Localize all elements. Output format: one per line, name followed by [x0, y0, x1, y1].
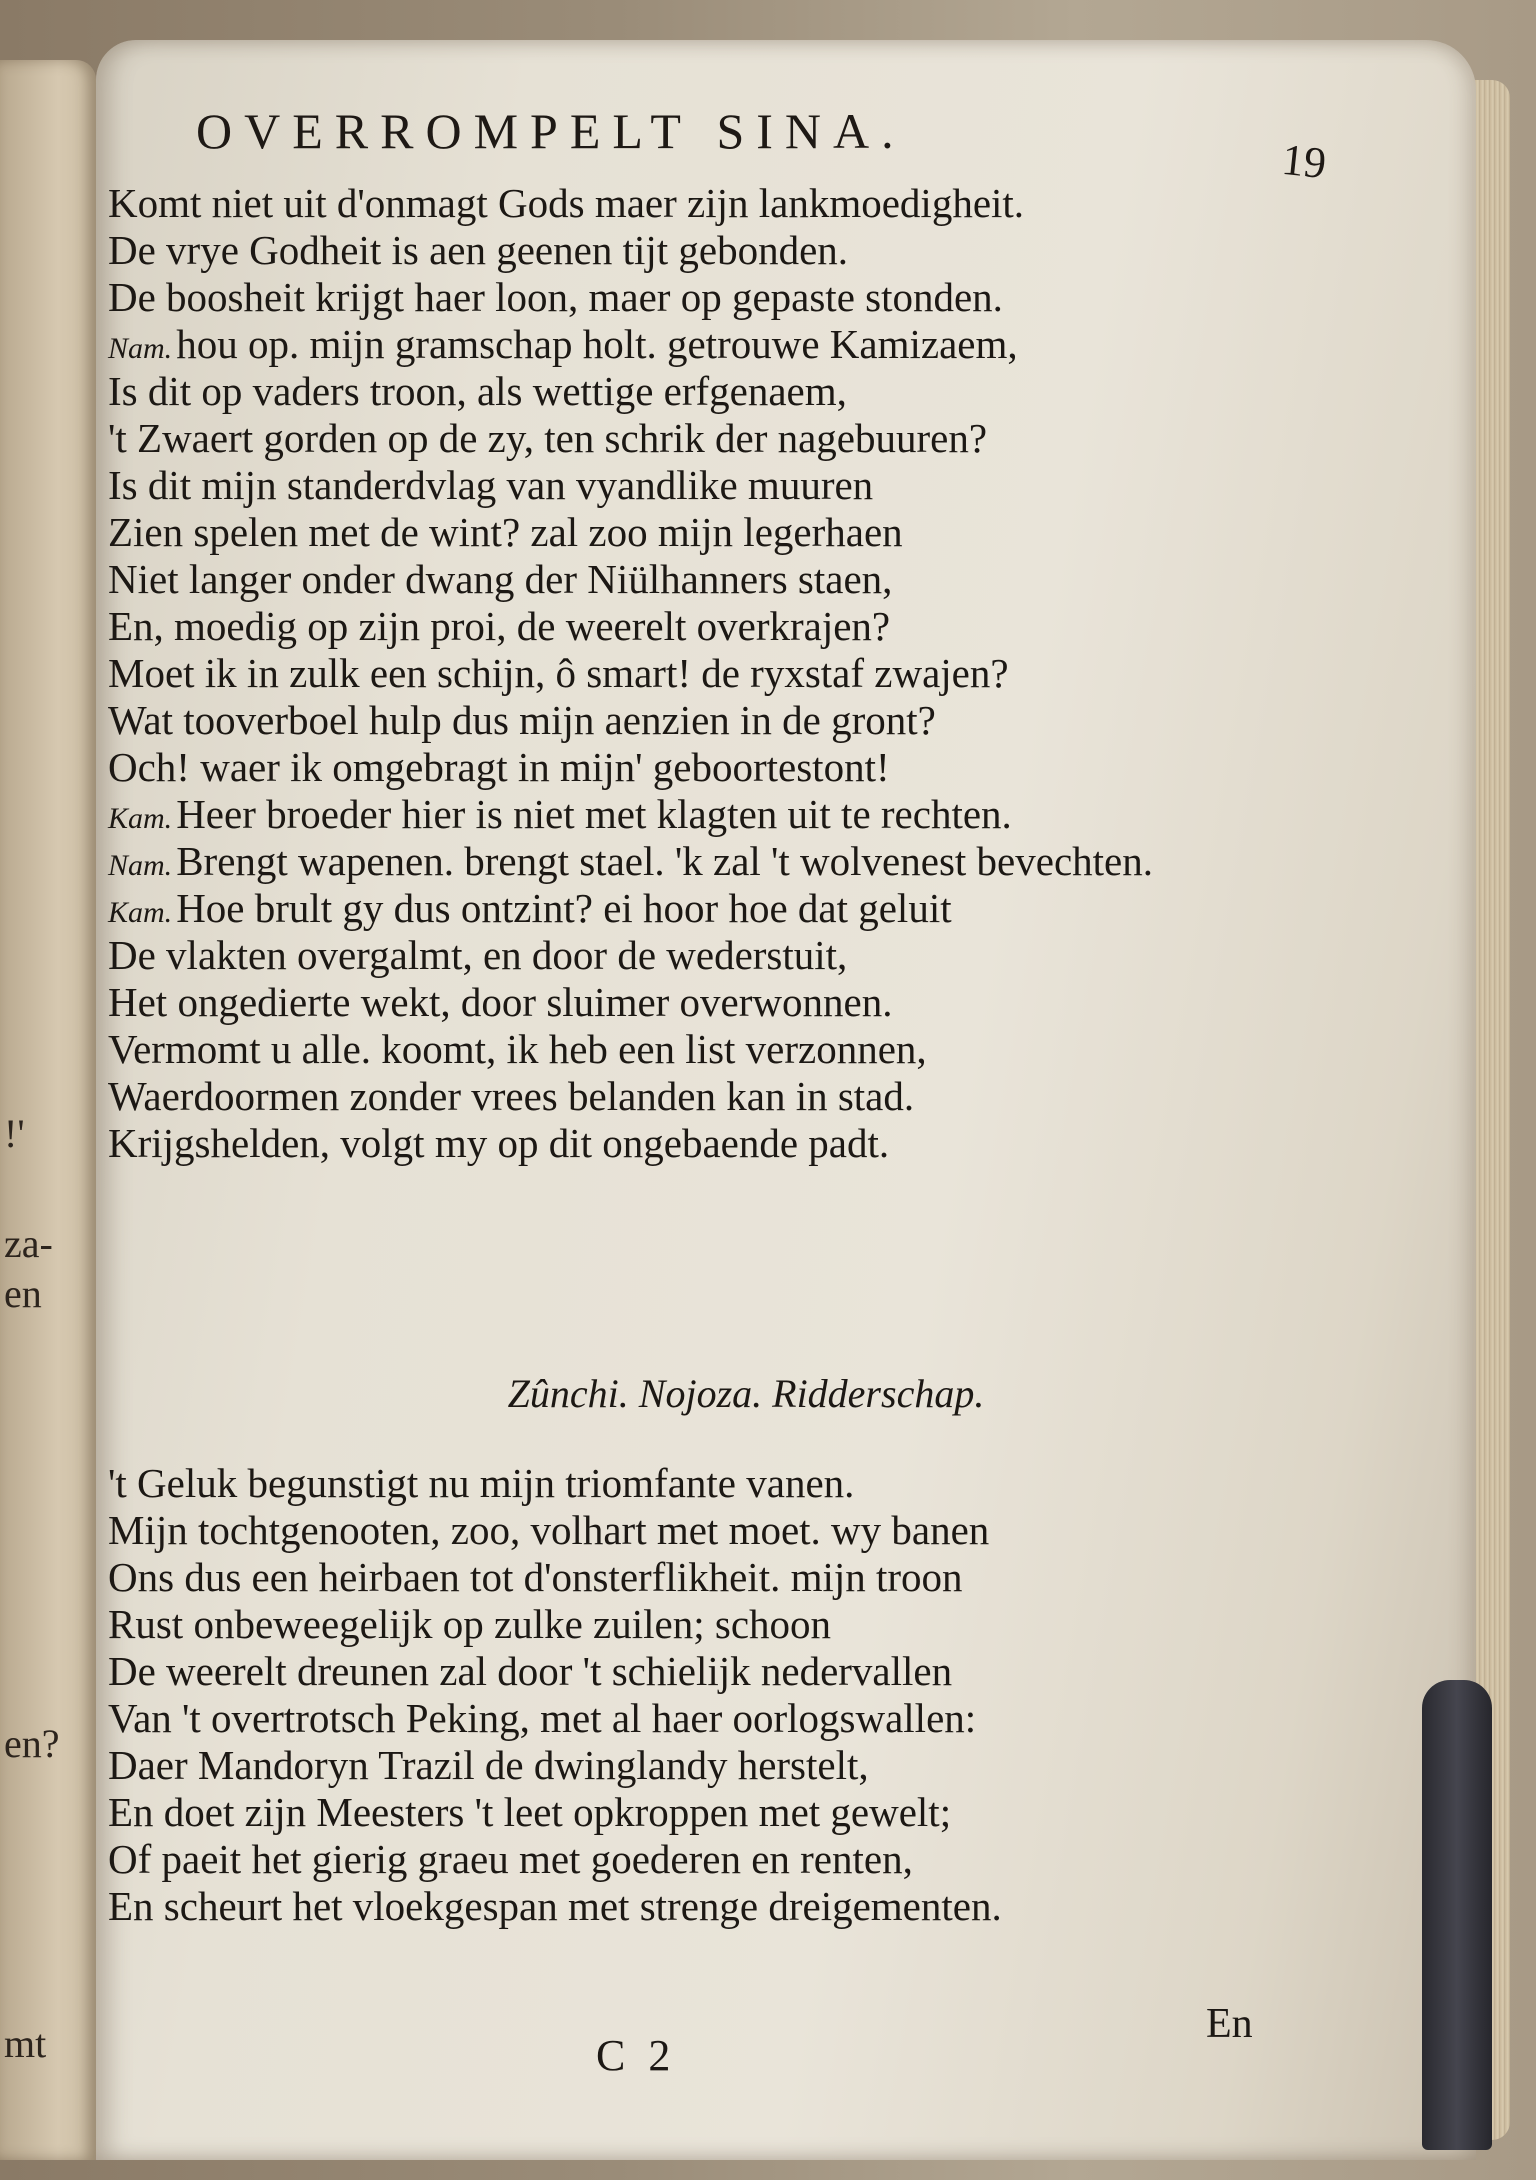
verse-text: En, moedig op zijn proi, de weerelt overkrajen? — [108, 603, 891, 649]
verse-line — [108, 1648, 1408, 1695]
verse-text: Daer Mandoryn Trazil de dwinglandy herstelt, — [108, 1742, 869, 1788]
verse-line — [108, 1789, 1408, 1836]
verse-line — [108, 1507, 1408, 1554]
catchword: En — [1206, 2001, 1253, 2047]
verse-text: Het ongedierte wekt, door sluimer overwonnen. — [108, 979, 893, 1025]
verse-block-1 — [108, 180, 1408, 1167]
running-head: OVERROMPELT SINA. — [196, 103, 906, 159]
verse-line — [108, 1026, 1408, 1073]
verse-text: De vrye Godheit is aen geenen tijt gebonden. — [108, 227, 849, 273]
verse-line — [108, 180, 1408, 227]
verse-text: Hoe brult gy dus ontzint? ei hoor hoe dat geluit — [176, 885, 952, 931]
verse-text: Komt niet uit d'onmagt Gods maer zijn lankmoedigheit. — [108, 180, 1025, 226]
verse-text: Is dit mijn standerdvlag van vyandlike muuren — [108, 462, 874, 508]
verse-text: Of paeit het gierig graeu met goederen en renten, — [108, 1836, 913, 1882]
verse-text: Is dit op vaders troon, als wettige erfgenaem, — [108, 368, 847, 414]
verse-line — [108, 838, 1408, 885]
verse-text: 't Geluk begunstigt nu mijn triomfante vanen. — [108, 1460, 855, 1506]
verse-line — [108, 603, 1408, 650]
verse-line — [108, 650, 1408, 697]
verse-text: Brengt wapenen. brengt stael. 'k zal 't wolvenest bevechten. — [176, 838, 1153, 884]
speaker-label: Kam. — [108, 802, 173, 835]
verse-line — [108, 1742, 1408, 1789]
verse-text: Van 't overtrotsch Peking, met al haer oorlogswallen: — [108, 1695, 977, 1741]
verse-text: Ons dus een heirbaen tot d'onsterflikheit. mijn troon — [108, 1554, 963, 1600]
verse-text: Krijgshelden, volgt my op dit ongebaende padt. — [108, 1120, 890, 1166]
verse-line — [108, 744, 1408, 791]
verse-text: Zien spelen met de wint? zal zoo mijn legerhaen — [108, 509, 903, 555]
verse-line — [108, 697, 1408, 744]
verse-line — [108, 1601, 1408, 1648]
verse-text: Moet ik in zulk een schijn, ô smart! de ryxstaf zwajen? — [108, 650, 1009, 696]
speaker-label: Nam. — [108, 332, 173, 365]
verse-line — [108, 1120, 1408, 1167]
verse-line — [108, 1554, 1408, 1601]
verse-line — [108, 1836, 1408, 1883]
verse-text: Wat tooverboel hulp dus mijn aenzien in de gront? — [108, 697, 936, 743]
verse-text: 't Zwaert gorden op de zy, ten schrik der nagebuuren? — [108, 415, 988, 461]
verse-line — [108, 462, 1408, 509]
left-page-fragment: mt — [4, 2021, 47, 2066]
verse-block-2 — [108, 1460, 1408, 1930]
verse-text: Rust onbeweegelijk op zulke zuilen; schoon — [108, 1601, 832, 1647]
verse-text: De vlakten overgalmt, en door de wederstuit, — [108, 932, 848, 978]
verse-text: De boosheit krijgt haer loon, maer op gepaste stonden. — [108, 274, 1003, 320]
book-page — [96, 40, 1476, 2160]
verse-text: Waerdoormen zonder vrees belanden kan in stad. — [108, 1073, 915, 1119]
bookmark-ribbon — [1422, 1680, 1492, 2150]
verse-text: Heer broeder hier is niet met klagten uit te rechten. — [176, 791, 1012, 837]
verse-line — [108, 932, 1408, 979]
verse-text: Vermomt u alle. koomt, ik heb een list verzonnen, — [108, 1026, 927, 1072]
verse-line — [108, 227, 1408, 274]
verse-line — [108, 885, 1408, 932]
speaker-label: Nam. — [108, 849, 173, 882]
left-page-fragment: !' — [4, 1111, 25, 1156]
verse-line — [108, 415, 1408, 462]
verse-line — [108, 791, 1408, 838]
page-number: 19 — [1279, 134, 1329, 189]
verse-line — [108, 556, 1408, 603]
speaker-label: Kam. — [108, 896, 173, 929]
verse-text: En doet zijn Meesters 't leet opkroppen met gewelt; — [108, 1789, 952, 1835]
verse-text: Niet langer onder dwang der Niülhanners staen, — [108, 556, 893, 602]
verse-line — [108, 1073, 1408, 1120]
verse-text: De weerelt dreunen zal door 't schielijk nedervallen — [108, 1648, 953, 1694]
left-page-fragment: en? — [4, 1721, 60, 1766]
left-page-fragment: en — [4, 1271, 42, 1316]
verse-line — [108, 509, 1408, 556]
scene-heading: Zûnchi. Nojoza. Ridderschap. — [507, 1371, 985, 1416]
signature-mark: C 2 — [596, 2031, 677, 2080]
verse-text: hou op. mijn gramschap holt. getrouwe Kamizaem, — [176, 321, 1018, 367]
left-page-edge — [0, 60, 96, 2160]
verse-line — [108, 274, 1408, 321]
verse-line — [108, 1695, 1408, 1742]
verse-line — [108, 1460, 1408, 1507]
verse-line — [108, 321, 1408, 368]
verse-text: Och! waer ik omgebragt in mijn' geboortestont! — [108, 744, 890, 790]
verse-line — [108, 368, 1408, 415]
left-page-fragment: za- — [4, 1221, 53, 1266]
verse-line — [108, 1883, 1408, 1930]
verse-text: En scheurt het vloekgespan met strenge dreigementen. — [108, 1883, 1002, 1929]
verse-line — [108, 979, 1408, 1026]
verse-text: Mijn tochtgenooten, zoo, volhart met moet. wy banen — [108, 1507, 990, 1553]
